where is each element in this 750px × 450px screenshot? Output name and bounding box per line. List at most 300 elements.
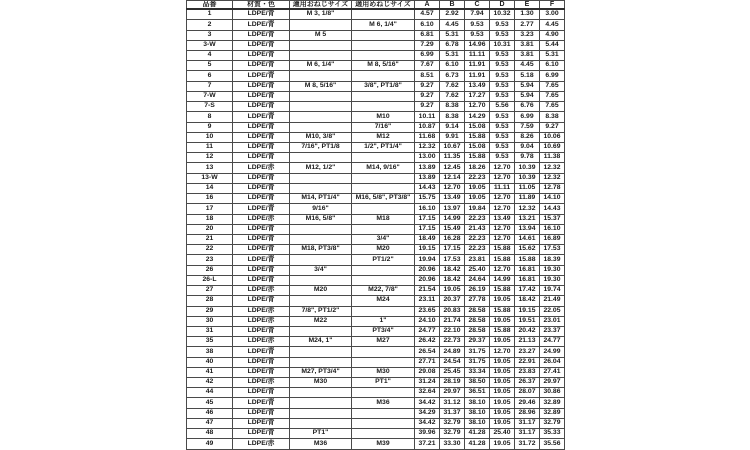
table-cell: 19.51 xyxy=(515,316,540,326)
column-header: 適用おねじサイズ xyxy=(290,1,352,10)
table-cell: 8.38 xyxy=(440,102,465,112)
table-cell: 11.91 xyxy=(465,61,490,71)
table-cell: LDPE/青 xyxy=(233,9,290,20)
table-cell: 18 xyxy=(187,214,233,224)
table-cell: 24.64 xyxy=(465,275,490,285)
table-cell: 5.31 xyxy=(540,51,565,61)
table-cell: LDPE/青 xyxy=(233,194,290,204)
table-cell: 21.43 xyxy=(465,224,490,234)
table-cell: 21.74 xyxy=(440,316,465,326)
table-cell: 6.10 xyxy=(540,61,565,71)
table-cell: 5.94 xyxy=(515,81,540,91)
table-cell: 12.70 xyxy=(490,204,515,214)
table-cell: 26 xyxy=(187,265,233,275)
table-row xyxy=(187,71,565,81)
table-cell: M16, 5/8", PT3/8" xyxy=(352,194,415,204)
table-cell: 9.53 xyxy=(490,143,515,153)
table-cell: 6.10 xyxy=(440,61,465,71)
table-cell: 26.42 xyxy=(415,337,440,347)
table-cell: 14.43 xyxy=(415,183,440,193)
table-cell: 41 xyxy=(187,367,233,377)
table-cell: 19.05 xyxy=(490,316,515,326)
table-cell: 22.10 xyxy=(440,326,465,336)
table-cell: 13.94 xyxy=(515,224,540,234)
table-cell xyxy=(352,71,415,81)
table-cell: LDPE/青 xyxy=(233,61,290,71)
table-cell: 18.42 xyxy=(440,265,465,275)
table-cell: 26.37 xyxy=(515,378,540,388)
column-header: D xyxy=(490,1,515,10)
table-cell: 29.46 xyxy=(515,398,540,408)
table-cell: 9.53 xyxy=(490,30,515,40)
table-cell: 3.23 xyxy=(515,30,540,40)
table-row xyxy=(187,132,565,142)
table-row xyxy=(187,357,565,367)
table-cell: LDPE/青 xyxy=(233,122,290,132)
table-cell: 13.49 xyxy=(465,81,490,91)
table-cell: 12.14 xyxy=(440,173,465,183)
table-cell xyxy=(290,40,352,50)
table-cell: LDPE/青 xyxy=(233,40,290,50)
table-cell: M 6, 1/4" xyxy=(290,61,352,71)
table-cell: 7-S xyxy=(187,102,233,112)
table-cell: 15.88 xyxy=(490,286,515,296)
table-cell: 17.53 xyxy=(440,255,465,265)
table-cell: 3/4" xyxy=(290,265,352,275)
table-cell xyxy=(290,418,352,428)
table-cell: 9.53 xyxy=(490,81,515,91)
table-cell: 15.88 xyxy=(465,153,490,163)
table-cell: 21 xyxy=(187,234,233,244)
table-cell: 21.13 xyxy=(515,337,540,347)
table-cell: M10, 3/8" xyxy=(290,132,352,142)
table-cell: 17 xyxy=(187,204,233,214)
table-cell: M12, 1/2" xyxy=(290,163,352,173)
table-cell: 22.23 xyxy=(465,245,490,255)
table-cell: 26.19 xyxy=(465,286,490,296)
table-cell: 22 xyxy=(187,245,233,255)
table-cell: 25.45 xyxy=(440,367,465,377)
table-cell: 38 xyxy=(187,347,233,357)
table-cell: 15.88 xyxy=(515,255,540,265)
table-cell: 7.65 xyxy=(540,81,565,91)
table-cell: 19.05 xyxy=(490,408,515,418)
table-cell xyxy=(290,408,352,418)
table-cell: 15.75 xyxy=(415,194,440,204)
table-cell: 23.01 xyxy=(540,316,565,326)
table-cell xyxy=(352,347,415,357)
table-cell: LDPE/青 xyxy=(233,81,290,91)
table-cell: 9.91 xyxy=(440,132,465,142)
table-cell: 28.58 xyxy=(465,316,490,326)
table-cell: M 3, 1/8" xyxy=(290,9,352,20)
table-row xyxy=(187,316,565,326)
table-row xyxy=(187,153,565,163)
table-row xyxy=(187,265,565,275)
table-cell: 15.88 xyxy=(490,306,515,316)
table-cell: 7.62 xyxy=(440,91,465,101)
table-cell: 15.49 xyxy=(440,224,465,234)
table-cell: 8.38 xyxy=(540,112,565,122)
table-cell: 45 xyxy=(187,398,233,408)
table-cell: 11.89 xyxy=(515,194,540,204)
table-cell: 26.04 xyxy=(540,357,565,367)
table-cell: 24.54 xyxy=(440,357,465,367)
table-cell: 17.15 xyxy=(415,214,440,224)
table-cell: LDPE/青 xyxy=(233,255,290,265)
column-header: F xyxy=(540,1,565,10)
table-cell: 18.26 xyxy=(465,163,490,173)
table-cell: 17.15 xyxy=(440,245,465,255)
table-cell: 34.42 xyxy=(415,418,440,428)
table-cell: 16 xyxy=(187,194,233,204)
table-cell: 49 xyxy=(187,439,233,450)
table-cell: M24 xyxy=(352,296,415,306)
table-cell: 5.31 xyxy=(440,30,465,40)
table-cell: LDPE/赤 xyxy=(233,286,290,296)
table-cell: LDPE/青 xyxy=(233,367,290,377)
table-cell: 29.37 xyxy=(465,337,490,347)
table-cell: LDPE/青 xyxy=(233,265,290,275)
table-cell: 14.99 xyxy=(440,214,465,224)
table-cell xyxy=(290,71,352,81)
column-header: 材質・色 xyxy=(233,1,290,10)
table-row xyxy=(187,214,565,224)
table-cell: 29.97 xyxy=(540,378,565,388)
table-cell xyxy=(352,306,415,316)
table-cell: 12.70 xyxy=(490,347,515,357)
table-cell: M20 xyxy=(290,286,352,296)
table-cell: LDPE/青 xyxy=(233,418,290,428)
table-cell: 16.89 xyxy=(540,234,565,244)
table-cell: 19.15 xyxy=(415,245,440,255)
table-cell: PT1" xyxy=(290,429,352,439)
table-cell: 7 xyxy=(187,81,233,91)
table-cell xyxy=(290,102,352,112)
table-cell: 27.71 xyxy=(415,357,440,367)
table-cell: 31.17 xyxy=(515,429,540,439)
table-row xyxy=(187,408,565,418)
table-cell xyxy=(352,183,415,193)
table-cell: 9.27 xyxy=(415,91,440,101)
table-cell: LDPE/青 xyxy=(233,153,290,163)
table-cell xyxy=(290,275,352,285)
table-cell: 13.49 xyxy=(440,194,465,204)
table-cell: 7.65 xyxy=(540,91,565,101)
table-cell: 10 xyxy=(187,132,233,142)
table-cell: 11.05 xyxy=(515,183,540,193)
table-cell: LDPE/青 xyxy=(233,408,290,418)
spec-table xyxy=(186,0,565,450)
table-cell: 3.81 xyxy=(515,51,540,61)
table-cell: 19.05 xyxy=(490,418,515,428)
table-cell: 16.10 xyxy=(415,204,440,214)
spec-table-header xyxy=(187,1,565,10)
table-cell: 19.05 xyxy=(490,398,515,408)
table-cell: 16.10 xyxy=(540,224,565,234)
table-row xyxy=(187,306,565,316)
table-cell: 14.61 xyxy=(515,234,540,244)
table-cell: LDPE/青 xyxy=(233,173,290,183)
table-cell xyxy=(352,173,415,183)
table-cell: 24.77 xyxy=(415,326,440,336)
table-cell: LDPE/青 xyxy=(233,234,290,244)
table-cell: 13-W xyxy=(187,173,233,183)
table-cell: 19.05 xyxy=(490,388,515,398)
table-cell: 5.94 xyxy=(515,91,540,101)
table-cell: LDPE/青 xyxy=(233,91,290,101)
table-cell: 18.49 xyxy=(415,234,440,244)
table-row xyxy=(187,429,565,439)
table-cell: 19.84 xyxy=(465,204,490,214)
table-cell: 10.06 xyxy=(540,132,565,142)
table-cell: 31.37 xyxy=(440,408,465,418)
table-cell: 39.96 xyxy=(415,429,440,439)
table-cell xyxy=(290,122,352,132)
table-row xyxy=(187,296,565,306)
table-cell: 11.11 xyxy=(465,51,490,61)
table-cell xyxy=(352,429,415,439)
table-cell xyxy=(352,224,415,234)
table-cell: 23.37 xyxy=(540,326,565,336)
table-row xyxy=(187,418,565,428)
table-cell: 1/2", PT1/4" xyxy=(352,143,415,153)
table-cell: 12 xyxy=(187,153,233,163)
table-cell: 29 xyxy=(187,306,233,316)
table-cell: 38.10 xyxy=(465,418,490,428)
table-cell: 10.32 xyxy=(490,9,515,20)
table-cell: M14, 9/16" xyxy=(352,163,415,173)
table-cell xyxy=(290,357,352,367)
table-cell: 11.35 xyxy=(440,153,465,163)
table-cell: 4.45 xyxy=(540,20,565,30)
table-cell: 12.70 xyxy=(490,265,515,275)
table-cell: 28.58 xyxy=(465,326,490,336)
table-row xyxy=(187,204,565,214)
table-cell: 23.81 xyxy=(465,255,490,265)
table-cell: LDPE/青 xyxy=(233,20,290,30)
table-row xyxy=(187,255,565,265)
table-cell: 14.10 xyxy=(540,194,565,204)
table-cell: 19.05 xyxy=(490,337,515,347)
table-cell xyxy=(290,20,352,30)
table-cell: 28.19 xyxy=(440,378,465,388)
table-cell: M12 xyxy=(352,132,415,142)
table-cell: 13.89 xyxy=(415,173,440,183)
table-cell: 10.39 xyxy=(515,163,540,173)
table-cell: 38.10 xyxy=(465,398,490,408)
table-cell: 10.39 xyxy=(515,173,540,183)
table-cell: M 8, 5/16" xyxy=(290,81,352,91)
table-row xyxy=(187,102,565,112)
column-header: C xyxy=(465,1,490,10)
table-cell: LDPE/青 xyxy=(233,102,290,112)
table-row xyxy=(187,286,565,296)
table-cell xyxy=(352,418,415,428)
table-cell: 28.07 xyxy=(515,388,540,398)
table-cell: 31.75 xyxy=(465,357,490,367)
table-cell: 19.74 xyxy=(540,286,565,296)
table-cell: LDPE/赤 xyxy=(233,378,290,388)
table-cell: 6 xyxy=(187,71,233,81)
table-cell: 9.53 xyxy=(490,20,515,30)
table-cell: 18.42 xyxy=(440,275,465,285)
table-cell: 29.97 xyxy=(440,388,465,398)
table-cell: 19.05 xyxy=(440,286,465,296)
table-cell: M16, 5/8" xyxy=(290,214,352,224)
table-cell: 31.72 xyxy=(515,439,540,450)
table-cell: LDPE/青 xyxy=(233,132,290,142)
table-cell xyxy=(290,224,352,234)
table-cell: 8.38 xyxy=(440,112,465,122)
table-cell: 12.70 xyxy=(440,183,465,193)
table-cell: LDPE/青 xyxy=(233,143,290,153)
table-cell xyxy=(352,357,415,367)
table-cell: 11.91 xyxy=(465,71,490,81)
table-cell: 20.83 xyxy=(440,306,465,316)
table-cell: 23.27 xyxy=(515,347,540,357)
table-cell: 7.59 xyxy=(515,122,540,132)
table-cell: 20.37 xyxy=(440,296,465,306)
table-cell: LDPE/赤 xyxy=(233,316,290,326)
table-cell: 20.96 xyxy=(415,265,440,275)
table-row xyxy=(187,367,565,377)
table-cell: 12.70 xyxy=(465,102,490,112)
table-cell: 9.53 xyxy=(490,153,515,163)
column-header: 適用めねじサイズ xyxy=(352,1,415,10)
table-cell: 14 xyxy=(187,183,233,193)
table-cell: 29.08 xyxy=(415,367,440,377)
table-cell: LDPE/青 xyxy=(233,112,290,122)
table-cell: 32.64 xyxy=(415,388,440,398)
table-cell: LDPE/青 xyxy=(233,245,290,255)
table-cell: 34.29 xyxy=(415,408,440,418)
table-cell xyxy=(290,51,352,61)
table-cell: 19.05 xyxy=(490,378,515,388)
table-cell xyxy=(290,91,352,101)
table-cell: 9.53 xyxy=(465,30,490,40)
table-row xyxy=(187,81,565,91)
table-cell: 14.43 xyxy=(540,204,565,214)
table-cell: 22.73 xyxy=(440,337,465,347)
table-cell: M20 xyxy=(352,245,415,255)
table-cell: PT1/2" xyxy=(352,255,415,265)
table-cell: 5.18 xyxy=(515,71,540,81)
table-cell: 6.76 xyxy=(515,102,540,112)
table-cell: 6.99 xyxy=(540,71,565,81)
table-cell: M27 xyxy=(352,337,415,347)
table-cell: 15.08 xyxy=(465,143,490,153)
table-cell: 26-L xyxy=(187,275,233,285)
table-row xyxy=(187,337,565,347)
table-cell: 41.28 xyxy=(465,429,490,439)
table-cell: 19.05 xyxy=(465,183,490,193)
table-cell: 5.56 xyxy=(490,102,515,112)
table-cell: 48 xyxy=(187,429,233,439)
table-cell: 14.29 xyxy=(465,112,490,122)
table-cell: M30 xyxy=(352,367,415,377)
table-cell xyxy=(352,388,415,398)
table-cell: 12.70 xyxy=(490,163,515,173)
table-cell: 32.79 xyxy=(540,418,565,428)
table-cell: 14.99 xyxy=(490,275,515,285)
table-cell: 11.11 xyxy=(490,183,515,193)
table-cell: 7-W xyxy=(187,91,233,101)
table-cell: 15.88 xyxy=(490,245,515,255)
table-row xyxy=(187,275,565,285)
table-cell: 17.42 xyxy=(515,286,540,296)
table-cell: 11.38 xyxy=(540,153,565,163)
table-cell: LDPE/青 xyxy=(233,357,290,367)
table-cell xyxy=(290,234,352,244)
table-row xyxy=(187,112,565,122)
table-cell: 28.96 xyxy=(515,408,540,418)
table-cell: 28.58 xyxy=(465,306,490,316)
column-header: 品番 xyxy=(187,1,233,10)
table-cell: 21.54 xyxy=(415,286,440,296)
table-cell: 9.53 xyxy=(490,51,515,61)
table-cell xyxy=(290,296,352,306)
table-cell: M 8, 5/16" xyxy=(352,61,415,71)
table-row xyxy=(187,326,565,336)
table-cell: 13.89 xyxy=(415,163,440,173)
table-cell: 35 xyxy=(187,337,233,347)
table-cell: M36 xyxy=(290,439,352,450)
table-cell: 18.42 xyxy=(515,296,540,306)
column-header: B xyxy=(440,1,465,10)
table-cell: M22, 7/8" xyxy=(352,286,415,296)
column-header: E xyxy=(515,1,540,10)
table-cell: 2 xyxy=(187,20,233,30)
table-cell: 20 xyxy=(187,224,233,234)
table-cell: 4.90 xyxy=(540,30,565,40)
table-cell: LDPE/青 xyxy=(233,71,290,81)
table-cell: 33.34 xyxy=(465,367,490,377)
table-cell: 10.69 xyxy=(540,143,565,153)
table-cell: 22.23 xyxy=(465,214,490,224)
table-row xyxy=(187,122,565,132)
table-cell: 8 xyxy=(187,112,233,122)
table-cell: 13.00 xyxy=(415,153,440,163)
table-cell: 18.39 xyxy=(540,255,565,265)
table-cell: M10 xyxy=(352,112,415,122)
table-cell: 11 xyxy=(187,143,233,153)
table-cell xyxy=(352,40,415,50)
table-cell xyxy=(352,153,415,163)
table-cell xyxy=(352,91,415,101)
table-cell: M18 xyxy=(352,214,415,224)
table-cell: 19.05 xyxy=(490,439,515,450)
table-cell: 31.24 xyxy=(415,378,440,388)
table-cell: 44 xyxy=(187,388,233,398)
table-cell: 32.79 xyxy=(440,429,465,439)
table-cell xyxy=(352,102,415,112)
table-cell xyxy=(290,255,352,265)
spec-table-body xyxy=(187,9,565,450)
table-cell: 6.78 xyxy=(440,40,465,50)
table-cell: 7.29 xyxy=(415,40,440,50)
header-row xyxy=(187,1,565,10)
table-cell: 12.70 xyxy=(490,194,515,204)
table-cell: 9.27 xyxy=(415,81,440,91)
table-cell: 9.78 xyxy=(515,153,540,163)
table-cell: PT3/4" xyxy=(352,326,415,336)
table-cell: 9.53 xyxy=(490,112,515,122)
table-cell: 10.11 xyxy=(415,112,440,122)
table-cell: LDPE/青 xyxy=(233,224,290,234)
table-cell: LDPE/青 xyxy=(233,429,290,439)
table-row xyxy=(187,163,565,173)
